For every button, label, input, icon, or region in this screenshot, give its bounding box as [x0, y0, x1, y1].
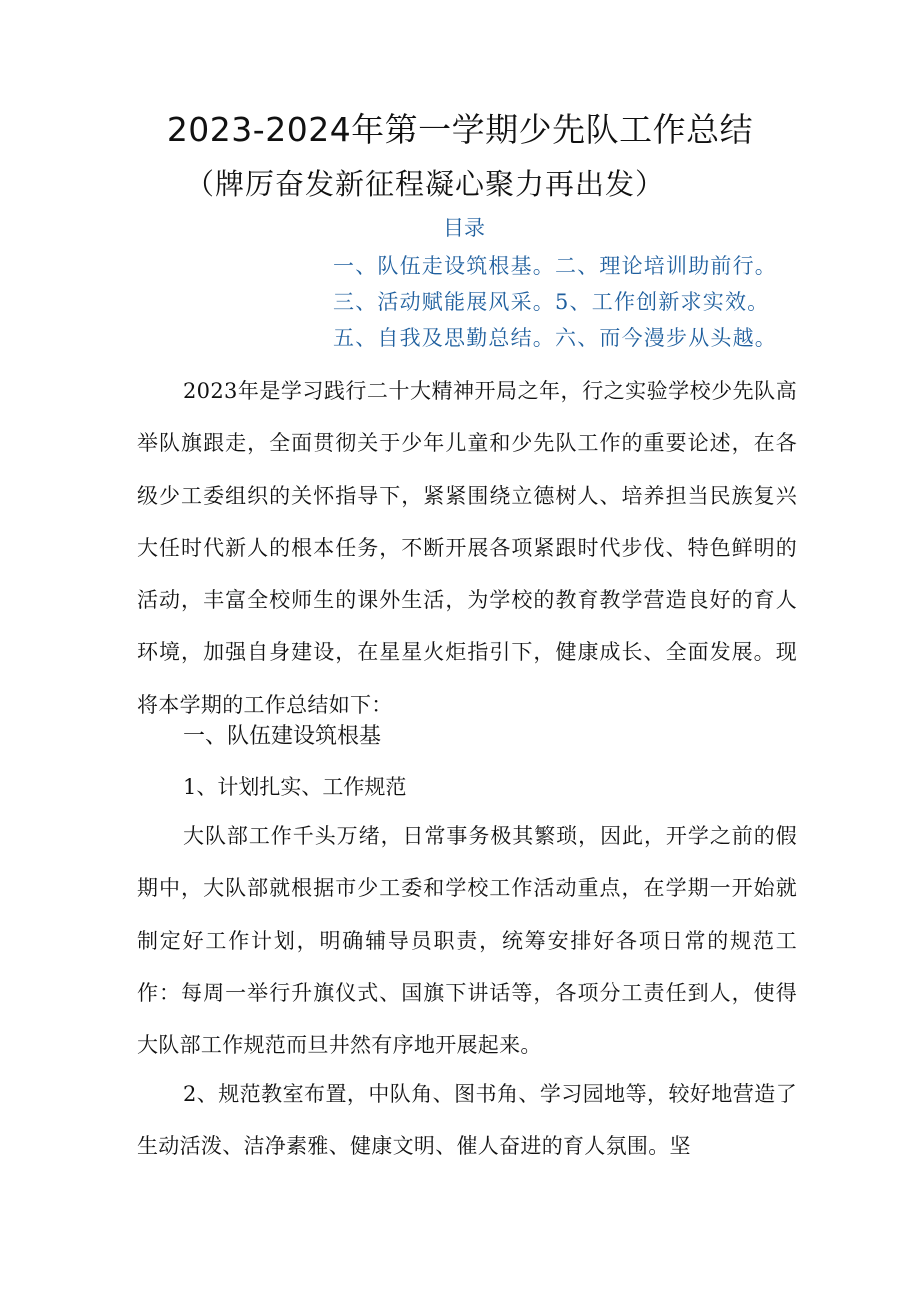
toc-line: 三、活动赋能展风采。5、工作创新求实效。 — [333, 290, 770, 314]
document-subtitle: （牌厉奋发新征程凝心聚力再出发） — [185, 167, 666, 201]
toc-heading: 目录 — [443, 216, 485, 240]
body-paragraph: 大队部工作千头万绪，日常事务极其繁琐，因此，开学之前的假期中，大队部就根据市少工委和学校工作活动重点，在学期一开始就制定好工作计划，明确辅导员职责，统筹安排好各项日常的规范工作：每周一举行升旗仪式、国旗下讲话等，各项分工责任到人，使得大队部工作规范而旦井然有序地开展起来。 — [137, 824, 797, 1058]
subsection-heading: 1、计划扎实、工作规范 — [183, 775, 407, 799]
intro-paragraph: 2023年是学习践行二十大精神开局之年，行之实验学校少先队高举队旗跟走，全面贯彻关于少年儿童和少先队工作的重要论述，在各级少工委组织的关怀指导下，紧紧围绕立德树人、培养担当民族复兴大任时代新人的根本任务，不断开展各项紧跟时代步伐、特色鲜明的活动，丰富全校师生的课外生活，为学校的教育教学营造良好的育人环境，加强自身建设，在星星火炬指引下，健康成长、全面发展。现将本学期的工作总结如下： — [137, 379, 797, 717]
toc-line: 一、队伍走设筑根基。二、理论培训助前行。 — [333, 254, 777, 278]
section-heading: 一、队伍建设筑根基 — [183, 724, 382, 749]
toc-line: 五、自我及思勤总结。六、而今漫步从头越。 — [333, 326, 777, 350]
body-paragraph: 2、规范教室布置，中队角、图书角、学习园地等，较好地营造了生动活泼、洁净素雅、健康文明、催人奋进的育人氛围。坚 — [137, 1082, 797, 1159]
document-title: 2023-2024年第一学期少先队工作总结 — [166, 110, 754, 149]
